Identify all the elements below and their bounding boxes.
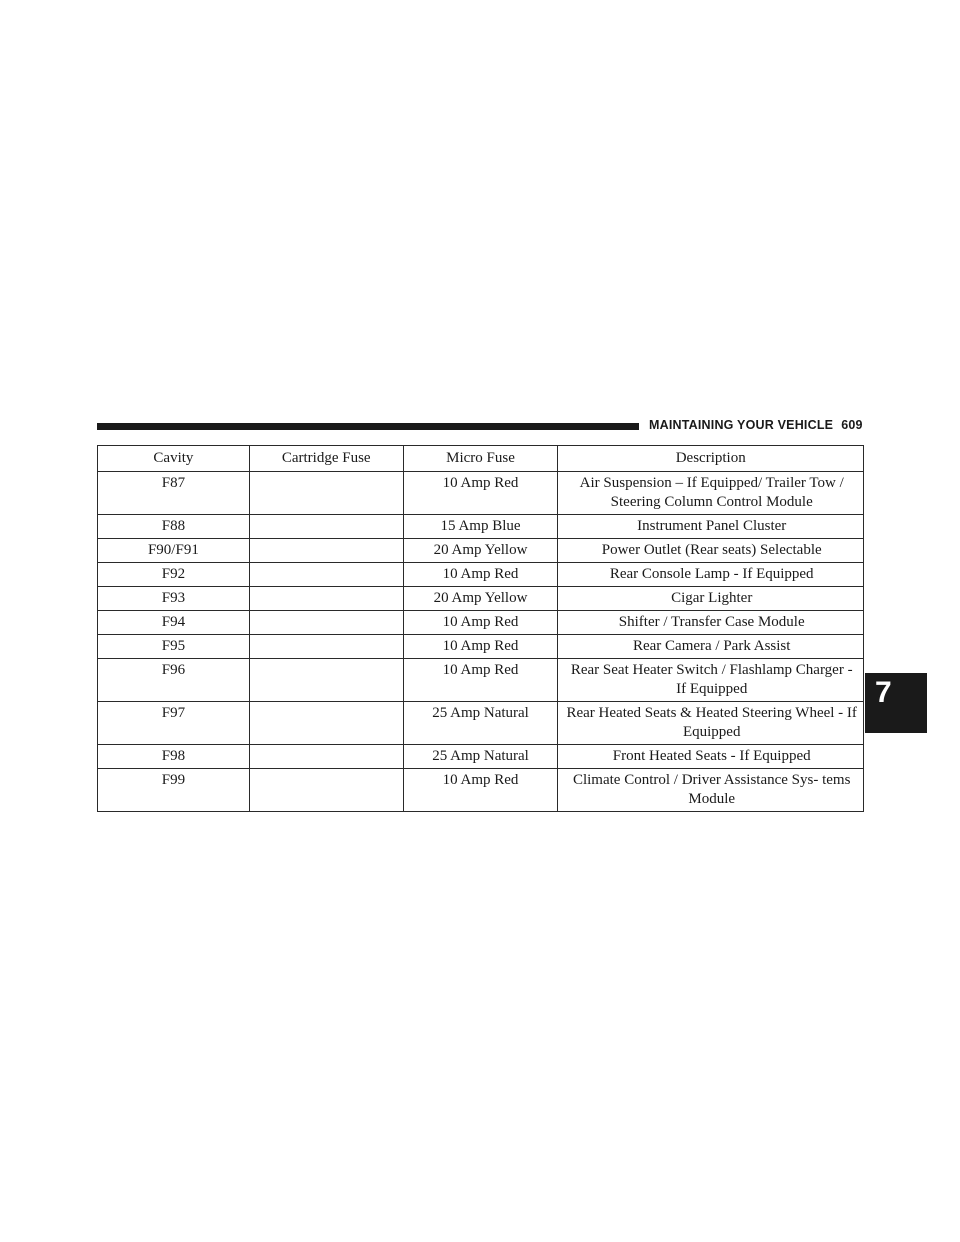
description-cell: Rear Heated Seats & Heated Steering Wheel - If Equipped	[558, 702, 864, 745]
fuse-table-body	[98, 472, 864, 812]
description-cell: Instrument Panel Cluster	[558, 515, 864, 539]
micro-fuse-cell: 25 Amp Natural	[403, 745, 558, 769]
micro-fuse-cell: 10 Amp Red	[403, 611, 558, 635]
table-row	[98, 635, 864, 659]
description-cell: Air Suspension – If Equipped/ Trailer Tow / Steering Column Control Module	[558, 472, 864, 515]
section-title: MAINTAINING YOUR VEHICLE	[649, 418, 834, 432]
cartridge-fuse-cell	[249, 515, 403, 539]
fuse-table	[97, 445, 864, 812]
description-cell: Cigar Lighter	[558, 587, 864, 611]
cartridge-fuse-cell	[249, 659, 403, 702]
description-cell: Rear Camera / Park Assist	[558, 635, 864, 659]
column-header-description: Description	[558, 446, 864, 472]
cavity-cell: F94	[98, 611, 250, 635]
cartridge-fuse-cell	[249, 587, 403, 611]
micro-fuse-cell: 20 Amp Yellow	[403, 539, 558, 563]
cavity-cell: F88	[98, 515, 250, 539]
description-cell: Rear Seat Heater Switch / Flashlamp Charger - If Equipped	[558, 659, 864, 702]
description-cell: Front Heated Seats - If Equipped	[558, 745, 864, 769]
table-row	[98, 539, 864, 563]
cartridge-fuse-cell	[249, 539, 403, 563]
cavity-cell: F95	[98, 635, 250, 659]
table-row	[98, 611, 864, 635]
cavity-cell: F90/F91	[98, 539, 250, 563]
table-row	[98, 769, 864, 812]
cavity-cell: F93	[98, 587, 250, 611]
cartridge-fuse-cell	[249, 769, 403, 812]
running-header	[649, 418, 863, 432]
micro-fuse-cell: 10 Amp Red	[403, 472, 558, 515]
table-row	[98, 515, 864, 539]
description-cell: Shifter / Transfer Case Module	[558, 611, 864, 635]
description-cell: Power Outlet (Rear seats) Selectable	[558, 539, 864, 563]
cavity-cell: F99	[98, 769, 250, 812]
cavity-cell: F92	[98, 563, 250, 587]
micro-fuse-cell: 10 Amp Red	[403, 659, 558, 702]
description-cell: Rear Console Lamp - If Equipped	[558, 563, 864, 587]
column-header-micro-fuse: Micro Fuse	[403, 446, 558, 472]
micro-fuse-cell: 10 Amp Red	[403, 635, 558, 659]
table-row	[98, 472, 864, 515]
table-row	[98, 659, 864, 702]
cartridge-fuse-cell	[249, 745, 403, 769]
micro-fuse-cell: 20 Amp Yellow	[403, 587, 558, 611]
cavity-cell: F87	[98, 472, 250, 515]
cartridge-fuse-cell	[249, 472, 403, 515]
cartridge-fuse-cell	[249, 611, 403, 635]
column-header-cavity: Cavity	[98, 446, 250, 472]
cavity-cell: F96	[98, 659, 250, 702]
cartridge-fuse-cell	[249, 702, 403, 745]
micro-fuse-cell: 15 Amp Blue	[403, 515, 558, 539]
table-row	[98, 587, 864, 611]
micro-fuse-cell: 25 Amp Natural	[403, 702, 558, 745]
cavity-cell: F97	[98, 702, 250, 745]
description-cell: Climate Control / Driver Assistance Sys- tems Module	[558, 769, 864, 812]
micro-fuse-cell: 10 Amp Red	[403, 563, 558, 587]
cavity-cell: F98	[98, 745, 250, 769]
page-number: 609	[841, 418, 863, 432]
table-row	[98, 745, 864, 769]
table-header-row	[98, 446, 864, 472]
table-row	[98, 563, 864, 587]
header-rule	[97, 423, 639, 430]
column-header-cartridge-fuse: Cartridge Fuse	[249, 446, 403, 472]
cartridge-fuse-cell	[249, 563, 403, 587]
cartridge-fuse-cell	[249, 635, 403, 659]
chapter-tab: 7	[865, 673, 927, 733]
micro-fuse-cell: 10 Amp Red	[403, 769, 558, 812]
table-row	[98, 702, 864, 745]
